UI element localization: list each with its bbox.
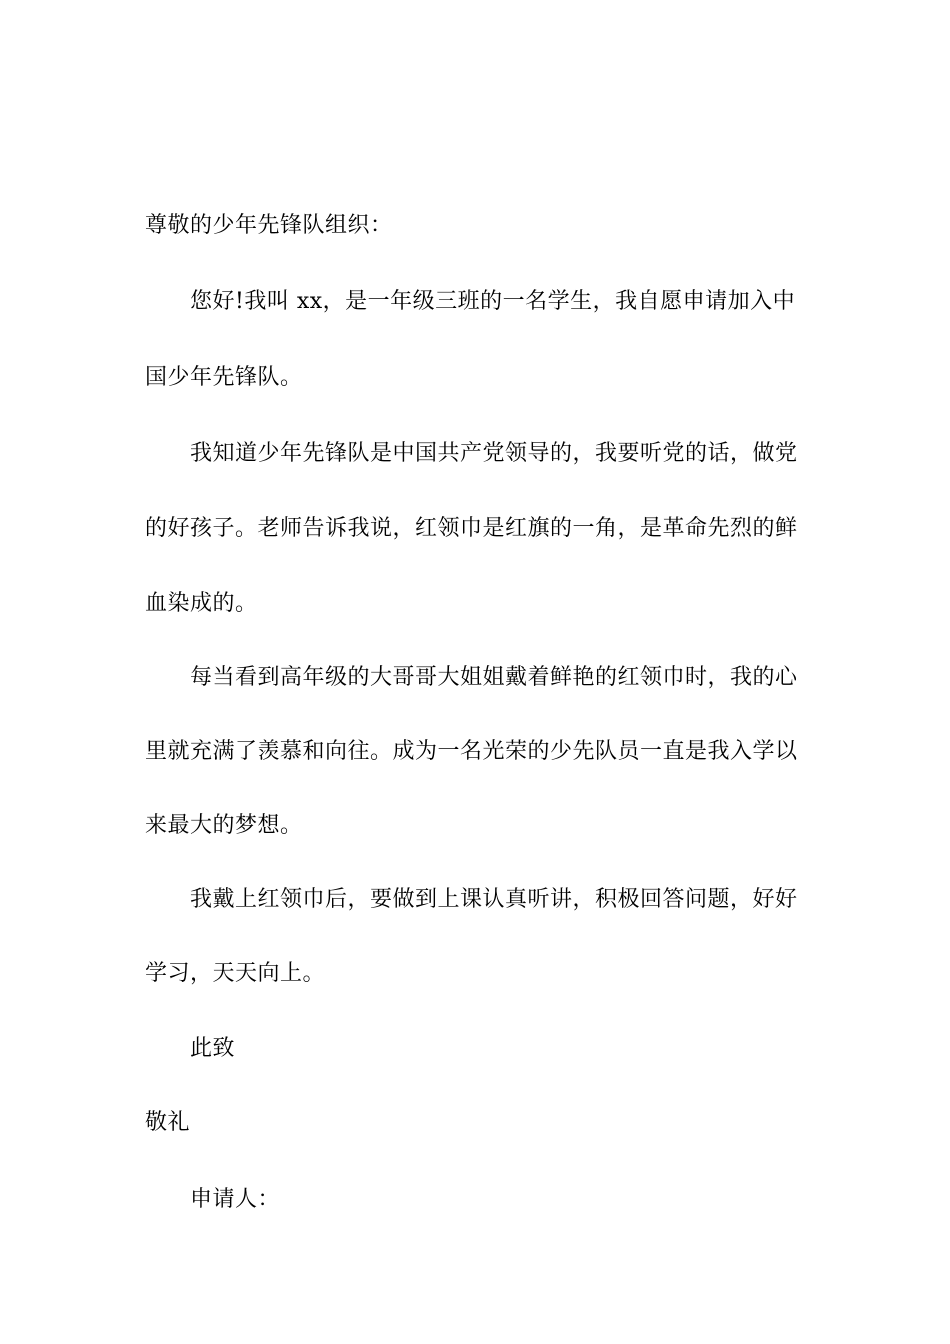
paragraph-line: 我戴上红领巾后，要做到上课认真听讲，积极回答问题，好好: [190, 887, 798, 912]
paragraph-line: 国少年先锋队。: [145, 365, 303, 390]
paragraph-line: 学习，天天向上。: [145, 961, 326, 986]
applicant-label: 申请人：: [190, 1187, 281, 1212]
paragraph-line: 的好孩子。老师告诉我说，红领巾是红旗的一角，是革命先烈的鲜: [145, 516, 798, 541]
paragraph-line: 里就充满了羡慕和向往。成为一名光荣的少先队员一直是我入学以: [145, 739, 798, 764]
salutation: 尊敬的少年先锋队组织：: [145, 213, 393, 238]
closing-regards: 敬礼: [145, 1110, 191, 1135]
paragraph-line: 每当看到高年级的大哥哥大姐姐戴着鲜艳的红领巾时，我的心: [190, 665, 798, 690]
paragraph-line: 我知道少年先锋队是中国共产党领导的，我要听党的话，做党: [190, 441, 798, 466]
paragraph-line: 血染成的。: [145, 591, 258, 616]
closing-line: 此致: [190, 1036, 236, 1061]
paragraph-line: 来最大的梦想。: [145, 813, 303, 838]
paragraph-line: 您好!我叫 xx，是一年级三班的一名学生，我自愿申请加入中: [190, 289, 796, 314]
